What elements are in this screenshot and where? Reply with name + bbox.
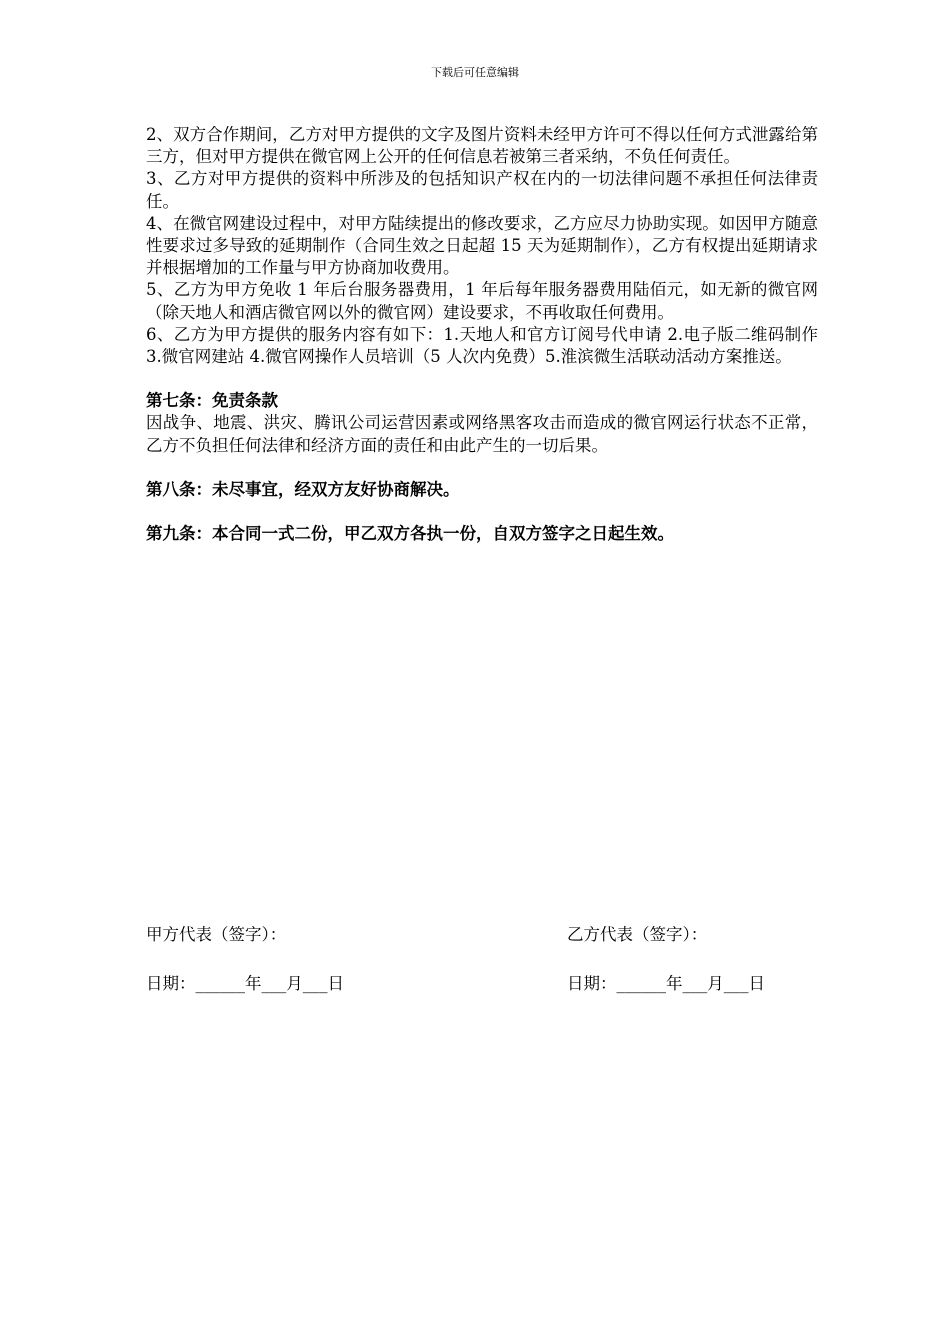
- article-9-title: 第九条：本合同一式二份，甲乙双方各执一份，自双方签字之日起生效。: [146, 524, 674, 544]
- spacer: [146, 501, 818, 523]
- spacer: [146, 368, 818, 390]
- party-b-date-label: 日期：______年___月___日: [567, 974, 765, 993]
- article-7-body: 因战争、地震、洪灾、腾讯公司运营因素或网络黑客攻击而造成的微官网运行状态不正常，乙方不负担任何法律和经济方面的责任和由此产生的一切后果。: [146, 413, 818, 455]
- party-a-signature: [146, 924, 344, 995]
- party-a-date-label: 日期：______年___月___日: [146, 974, 344, 993]
- article-7-title: 第七条：免责条款: [146, 391, 278, 411]
- party-a-rep-label: 甲方代表（签字）：: [146, 925, 287, 944]
- party-b-rep-label: 乙方代表（签字）：: [567, 925, 708, 944]
- clause-item-5: 5、乙方为甲方免收 1 年后台服务器费用，1 年后每年服务器费用陆佰元，如无新的微官网（除天地人和酒店微官网以外的微官网）建设要求，不再收取任何费用。: [146, 280, 818, 322]
- spacer: [146, 457, 818, 479]
- contract-body: [146, 124, 818, 545]
- party-b-signature: [567, 924, 765, 995]
- clause-item-2: 2、双方合作期间，乙方对甲方提供的文字及图片资料未经甲方许可不得以任何方式泄露给第三方，但对甲方提供在微官网上公开的任何信息若被第三者采纳，不负任何责任。: [146, 125, 818, 167]
- clause-item-4: 4、在微官网建设过程中，对甲方陆续提出的修改要求，乙方应尽力协助实现。如因甲方随意性要求过多导致的延期制作（合同生效之日起超 15 天为延期制作），乙方有权提出延期请求并根据增加的工作量与甲方协商加收费用。: [146, 213, 818, 278]
- spacer: [146, 946, 344, 973]
- clause-item-3: 3、乙方对甲方提供的资料中所涉及的包括知识产权在内的一切法律问题不承担任何法律责任。: [146, 169, 818, 211]
- page-header: 下载后可任意编辑: [431, 66, 519, 79]
- clause-item-6: 6、乙方为甲方提供的服务内容有如下：1.天地人和官方订阅号代申请 2.电子版二维码制作 3.微官网建站 4.微官网操作人员培训（5 人次内免费）5.淮滨微生活联动活动方案推送。: [146, 324, 818, 367]
- article-8-title: 第八条：未尽事宜，经双方友好协商解决。: [146, 479, 460, 499]
- spacer: [567, 946, 765, 973]
